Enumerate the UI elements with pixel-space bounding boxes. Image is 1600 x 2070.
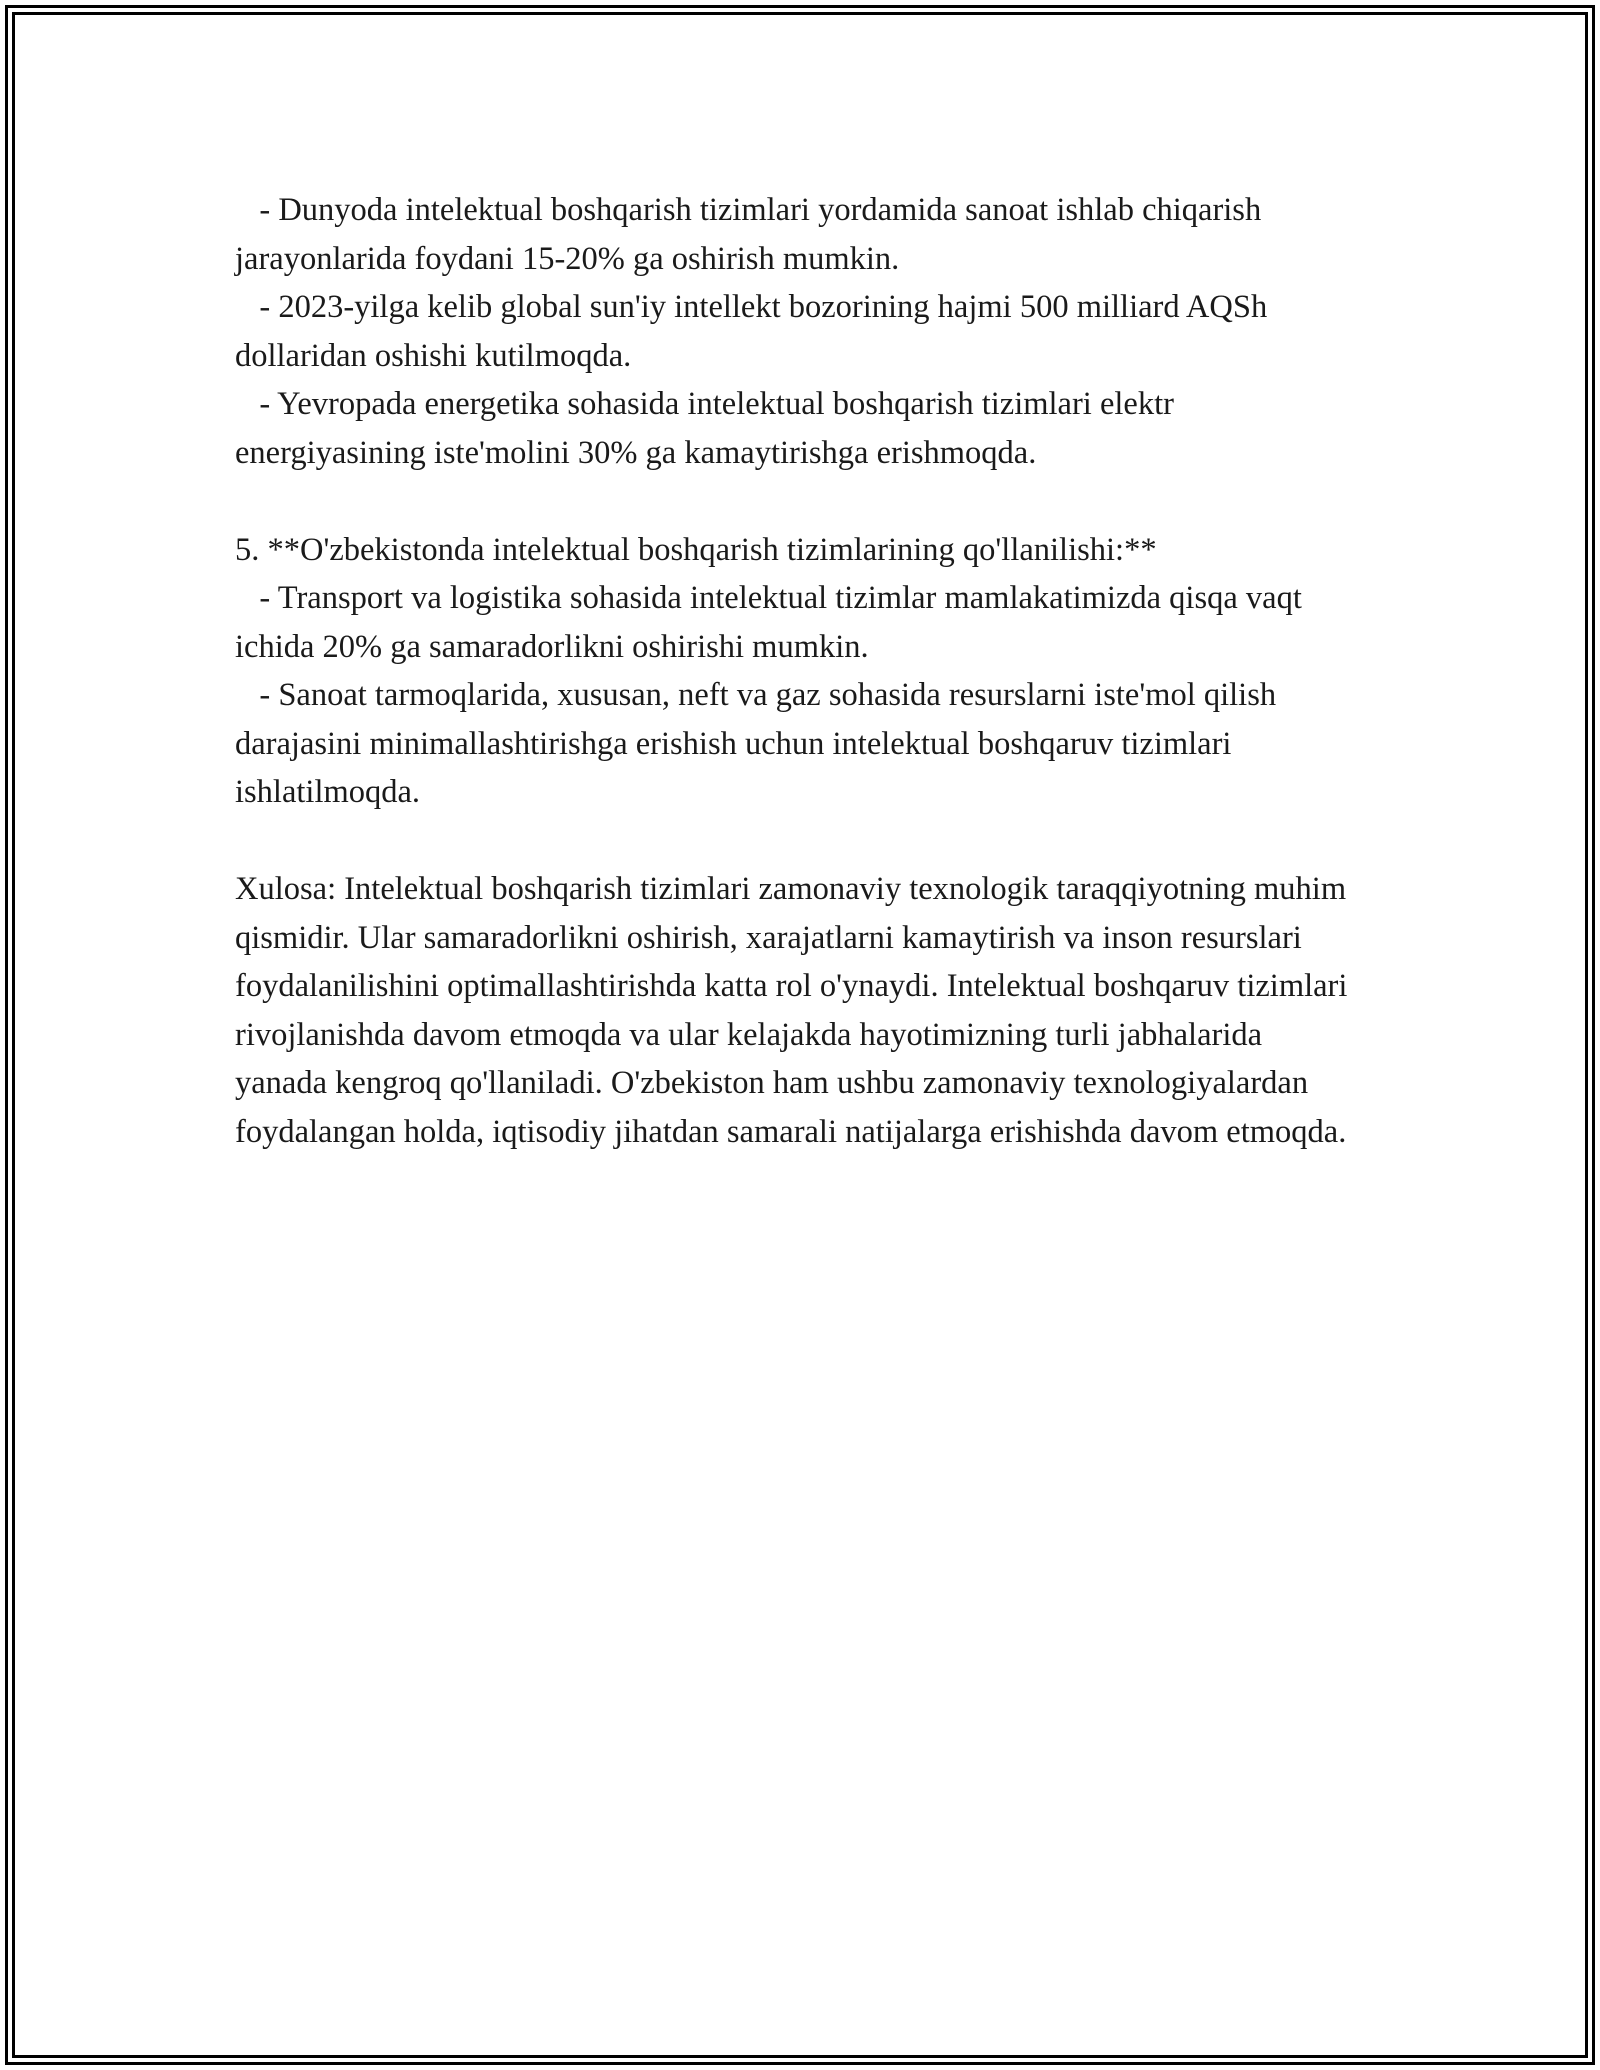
bullet-oil-gas: - Sanoat tarmoqlarida, xususan, neft va gaz sohasida resurslarni iste'mol qilish darajasini minimallashtirishga erishish uchun intelektual boshqaruv tizimlari ishlatilmoqda. [235, 677, 1285, 810]
conclusion-paragraph: Xulosa: Intelektual boshqarish tizimlari zamonaviy texnologik taraqqiyotning muhim qismidir. Ular samaradorlikni oshirish, xarajatlarni kamaytirish va inson resurslari foydalanilishini optimallashtirishda katta rol o'ynaydi. Intelektual boshqaruv tizimlari rivojlanishda davom etmoqda va ular kelajakda hayotimizning turli jabhalarida yanada kengroq qo'llaniladi. O'zbekiston ham ushbu zamonaviy texnologiyalardan foydalangan holda, iqtisodiy jihatdan samarali natijalarga erishishda davom etmoqda. [235, 871, 1356, 1150]
paragraph-spacer [235, 817, 1355, 866]
bullet-europe-energy: - Yevropada energetika sohasida intelektual boshqarish tizimlari elektr energiyasining iste'molini 30% ga kamaytirishga erishmoqda. [235, 386, 1183, 471]
bullet-ai-market: - 2023-yilga kelib global sun'iy intellekt bozorining hajmi 500 milliard AQSh dollaridan oshishi kutilmoqda. [235, 289, 1276, 374]
bullet-industry-profit: - Dunyoda intelektual boshqarish tizimlari yordamida sanoat ishlab chiqarish jarayonlarida foydani 15-20% ga oshirish mumkin. [235, 192, 1270, 277]
section-heading-uzbekistan: 5. **O'zbekistonda intelektual boshqarish tizimlarining qo'llanilishi:** [235, 531, 1157, 568]
paragraph-spacer [235, 477, 1355, 526]
document-body [235, 186, 1355, 1156]
bullet-transport-logistics: - Transport va logistika sohasida intelektual tizimlar mamlakatimizda qisqa vaqt ichida 20% ga samaradorlikni oshirishi mumkin. [235, 580, 1310, 665]
